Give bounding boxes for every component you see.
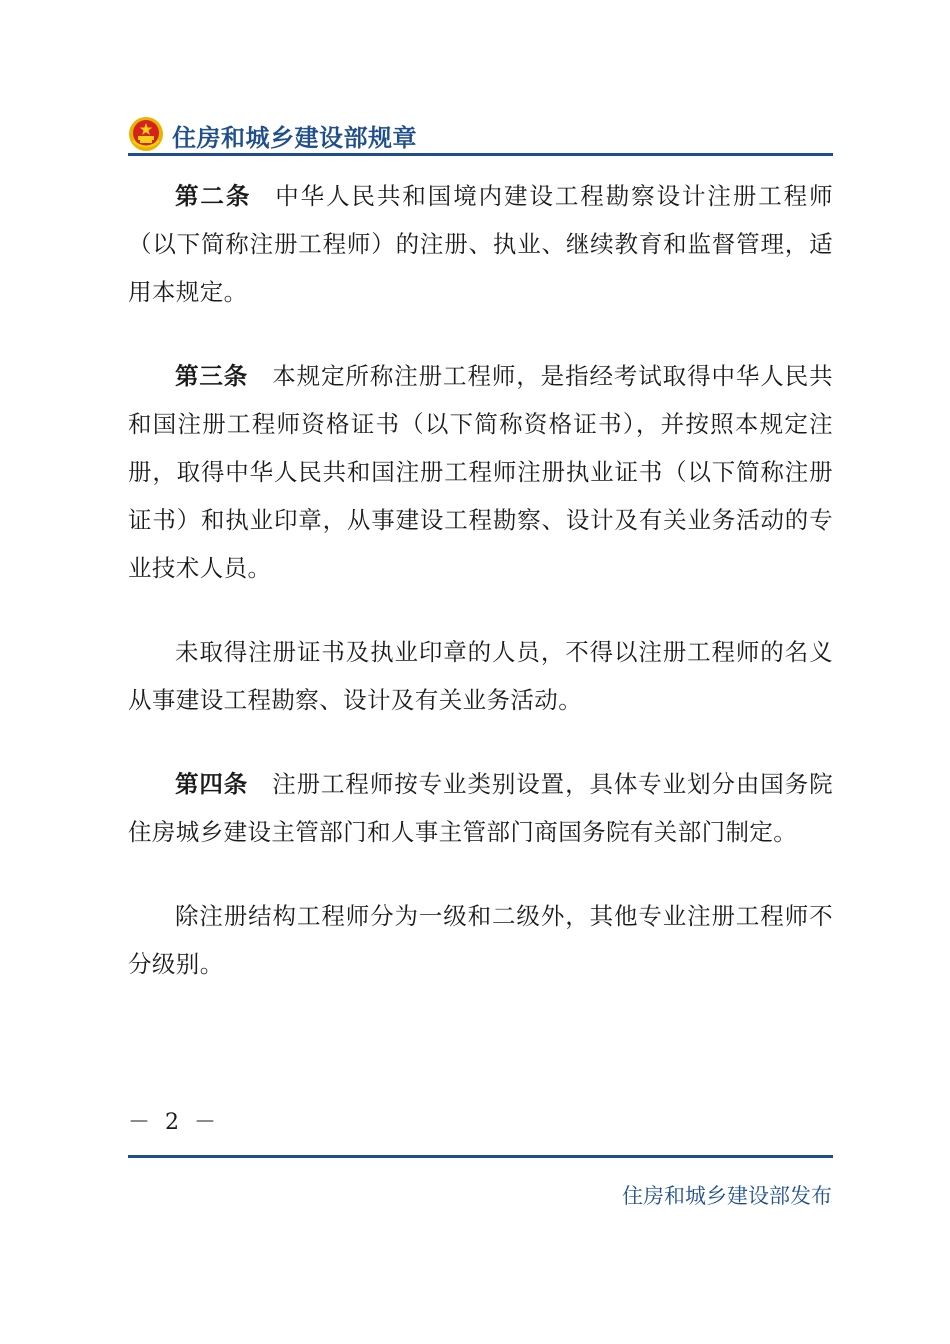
article-label: 第三条 bbox=[175, 362, 249, 390]
document-header bbox=[128, 112, 833, 158]
article-text: 注册工程师按专业类别设置，具体专业划分由国务院住房城乡建设主管部门和人事主管部门商国务院有关部门制定。 bbox=[128, 770, 834, 846]
national-emblem-icon bbox=[128, 116, 164, 152]
header-title: 住房和城乡建设部规章 bbox=[172, 124, 417, 152]
article-paragraph bbox=[128, 892, 833, 988]
article-paragraph bbox=[128, 628, 833, 724]
article-text: 除注册结构工程师分为一级和二级外，其他专业注册工程师不分级别。 bbox=[128, 902, 833, 978]
footer-divider bbox=[128, 1155, 833, 1158]
document-body bbox=[128, 172, 833, 1024]
article-paragraph bbox=[128, 172, 833, 316]
header-divider bbox=[128, 153, 833, 156]
article-text: 中华人民共和国境内建设工程勘察设计注册工程师（以下简称注册工程师）的注册、执业、继续教育和监督管理，适用本规定。 bbox=[128, 182, 833, 306]
article-label: 第二条 bbox=[175, 182, 252, 210]
page-number: － 2 － bbox=[128, 1110, 220, 1135]
article-paragraph bbox=[128, 760, 833, 856]
article-text: 未取得注册证书及执业印章的人员，不得以注册工程师的名义从事建设工程勘察、设计及有关业务活动。 bbox=[128, 638, 833, 714]
article-label: 第四条 bbox=[175, 770, 249, 798]
footer-publisher: 住房和城乡建设部发布 bbox=[622, 1184, 832, 1208]
article-text: 本规定所称注册工程师，是指经考试取得中华人民共和国注册工程师资格证书（以下简称资格证书），并按照本规定注册，取得中华人民共和国注册工程师注册执业证书（以下简称注册证书）和执业印章，从事建设工程勘察、设计及有关业务活动的专业技术人员。 bbox=[128, 362, 834, 582]
article-paragraph bbox=[128, 352, 833, 592]
